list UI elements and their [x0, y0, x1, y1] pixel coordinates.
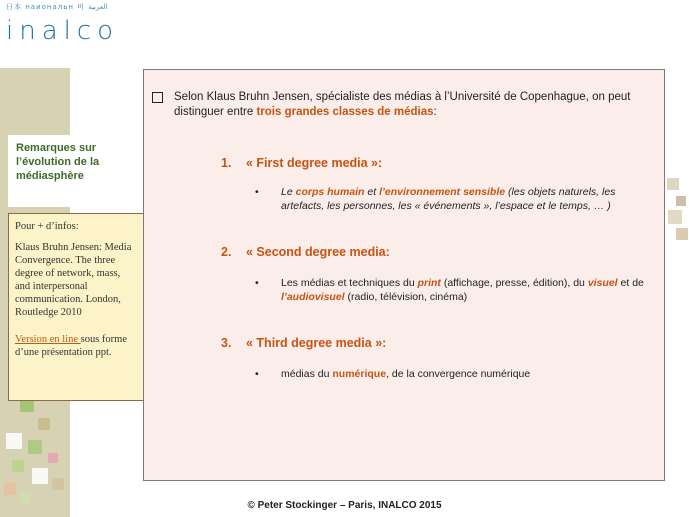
- item-label: « First degree media »:: [246, 156, 383, 170]
- item-label: « Third degree media »:: [246, 336, 387, 350]
- text-run-accent: numérique: [332, 368, 387, 380]
- bullet-dot-icon: •: [255, 277, 259, 289]
- deco-square: [32, 468, 48, 484]
- text-run-accent: print: [417, 277, 441, 289]
- intro-accent: trois grandes classes de médias: [256, 106, 434, 118]
- text-run: Les médias et techniques du: [281, 277, 418, 289]
- deco-square: [48, 453, 58, 463]
- checkbox-bullet-icon: [152, 92, 163, 103]
- text-run: (les objets naturels, les artefacts, les personnes, les « événements », l’espace et le temps, … ): [281, 186, 616, 212]
- deco-square: [676, 196, 686, 206]
- text-run: et: [364, 186, 380, 198]
- item-number: 3.: [221, 336, 232, 350]
- footer-copyright: © Peter Stockinger – Paris, INALCO 2015: [247, 500, 442, 511]
- deco-square: [4, 483, 16, 495]
- infos-title: Pour + d’infos:: [15, 221, 79, 232]
- text-run-accent: l’audiovisuel: [281, 291, 345, 303]
- item-number: 1.: [221, 156, 232, 170]
- text-run: , de la convergence numérique: [386, 368, 531, 380]
- remarques-line: l’évolution de la: [16, 156, 100, 168]
- deco-square: [6, 433, 22, 449]
- bullet-dot-icon: •: [255, 186, 259, 198]
- remarques-line: Remarques sur: [16, 142, 97, 154]
- infos-rest: sous forme d’une présentation ppt.: [15, 334, 127, 358]
- bullet-dot-icon: •: [255, 368, 259, 380]
- intro-post: :: [433, 106, 437, 118]
- item-number: 2.: [221, 245, 232, 259]
- text-run: (affichage, presse, édition), du: [440, 277, 588, 289]
- deco-square: [38, 418, 50, 430]
- bullet-text: [281, 185, 650, 213]
- infos-more: [15, 334, 127, 358]
- inalco-logo: [6, 2, 126, 52]
- text-run: médias du: [281, 368, 333, 380]
- version-en-ligne-link[interactable]: Version en line: [15, 334, 81, 345]
- bullet-text: [281, 367, 530, 381]
- item-label: « Second degree media:: [246, 245, 390, 259]
- text-run-accent: visuel: [587, 277, 618, 289]
- deco-square: [52, 478, 64, 490]
- deco-square: [676, 228, 688, 240]
- remarques-box: [8, 135, 148, 207]
- deco-square: [667, 178, 679, 190]
- text-run: Le: [281, 186, 296, 198]
- infos-reference: Klaus Bruhn Jensen: Media Convergence. The three degree of network, mass, and interpersonal communication. London, Routledge 2010: [15, 242, 132, 318]
- text-run-accent: l’environnement sensible: [379, 186, 506, 198]
- intro-text: [174, 90, 664, 120]
- logo-word: inalco: [6, 16, 120, 46]
- text-run: (radio, télévision, cinéma): [344, 291, 468, 303]
- deco-square: [28, 440, 42, 454]
- infos-box: [8, 213, 144, 401]
- bullet-text: [281, 276, 660, 304]
- deco-square: [668, 210, 682, 224]
- intro-pre: Selon Klaus Bruhn Jensen, spécialiste des médias à l’Université de Copenhague, on peut distinguer entre: [174, 91, 631, 118]
- remarques-line: médiasphère: [16, 170, 84, 182]
- logo-scripts: 日本 наиональн 비 العربية: [6, 3, 108, 11]
- deco-square: [12, 460, 24, 472]
- content-panel: [143, 69, 665, 481]
- text-run: et de: [617, 277, 644, 289]
- text-run-accent: corps humain: [295, 186, 365, 198]
